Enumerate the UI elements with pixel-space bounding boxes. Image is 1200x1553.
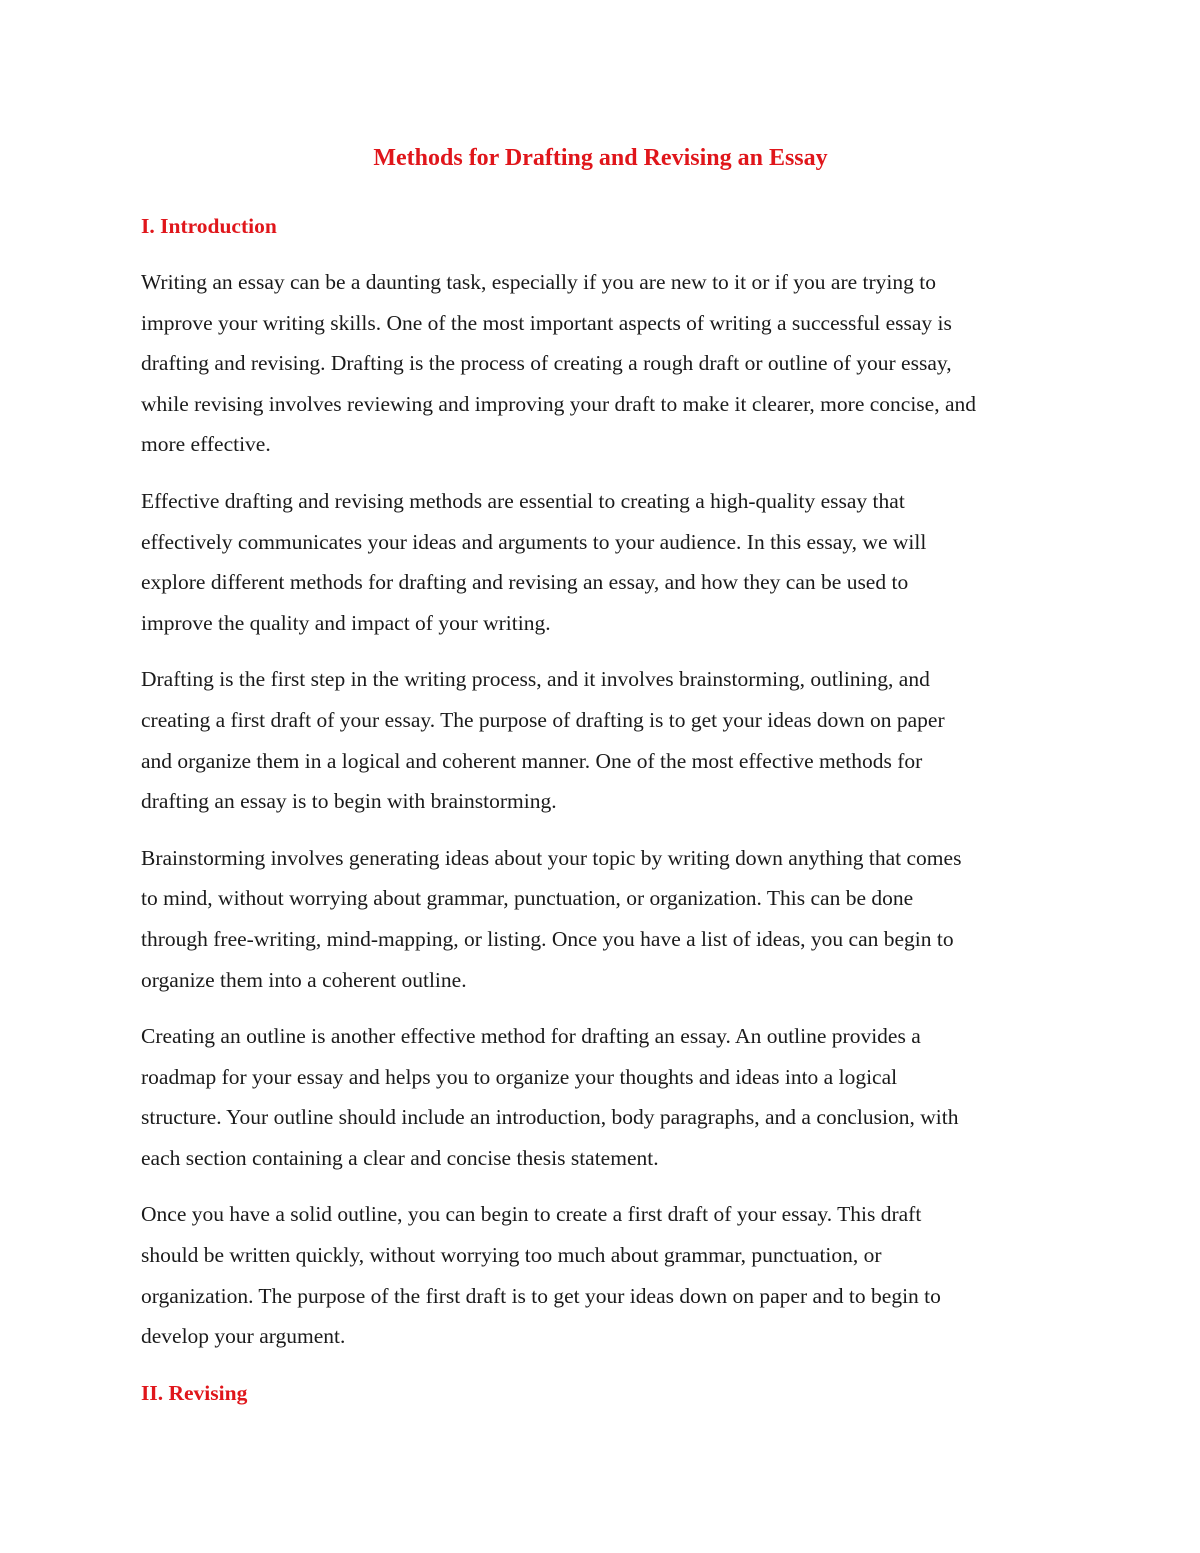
section-revising: [141, 1373, 1060, 1413]
paragraph: Once you have a solid outline, you can begin to create a first draft of your essay. This draft should be written quickly, without worrying too much about grammar, punctuation, or organization. The purpose of the first draft is to get your ideas down on paper and to begin to develop your argument.: [141, 1202, 941, 1349]
document-title: Methods for Drafting and Revising an Essay: [373, 145, 828, 171]
paragraph: Drafting is the first step in the writing process, and it involves brainstorming, outlining, and creating a first draft of your essay. The purpose of drafting is to get your ideas down on paper and organize them in a logical and coherent manner. One of the most effective methods for drafting an essay is to begin with brainstorming.: [141, 667, 945, 814]
section-introduction: [141, 206, 1060, 1357]
paragraph: Creating an outline is another effective method for drafting an essay. An outline provides a roadmap for your essay and helps you to organize your thoughts and ideas into a logical structure. Your outline should include an introduction, body paragraphs, and a conclusion, with each section containing a clear and concise thesis statement.: [141, 1024, 959, 1170]
paragraph: Brainstorming involves generating ideas about your topic by writing down anything that comes to mind, without worrying about grammar, punctuation, or organization. This can be done through free-writing, mind-mapping, or listing. Once you have a list of ideas, you can begin to organize them into a coherent outline.: [141, 845, 962, 992]
paragraph: Writing an essay can be a daunting task, especially if you are new to it or if you are trying to improve your writing skills. One of the most important aspects of writing a successful essay is drafting and revising. Drafting is the process of creating a rough draft or outline of your essay, while revising involves reviewing and improving your draft to make it clearer, more concise, and more effective.: [141, 270, 976, 457]
section-heading-revising: II. Revising: [141, 1380, 248, 1405]
section-heading-introduction: I. Introduction: [141, 214, 277, 238]
paragraph: Effective drafting and revising methods are essential to creating a high-quality essay that effectively communicates your ideas and arguments to your audience. In this essay, we will explore different methods for drafting and revising an essay, and how they can be used to improve the quality and impact of your writing.: [141, 488, 927, 635]
